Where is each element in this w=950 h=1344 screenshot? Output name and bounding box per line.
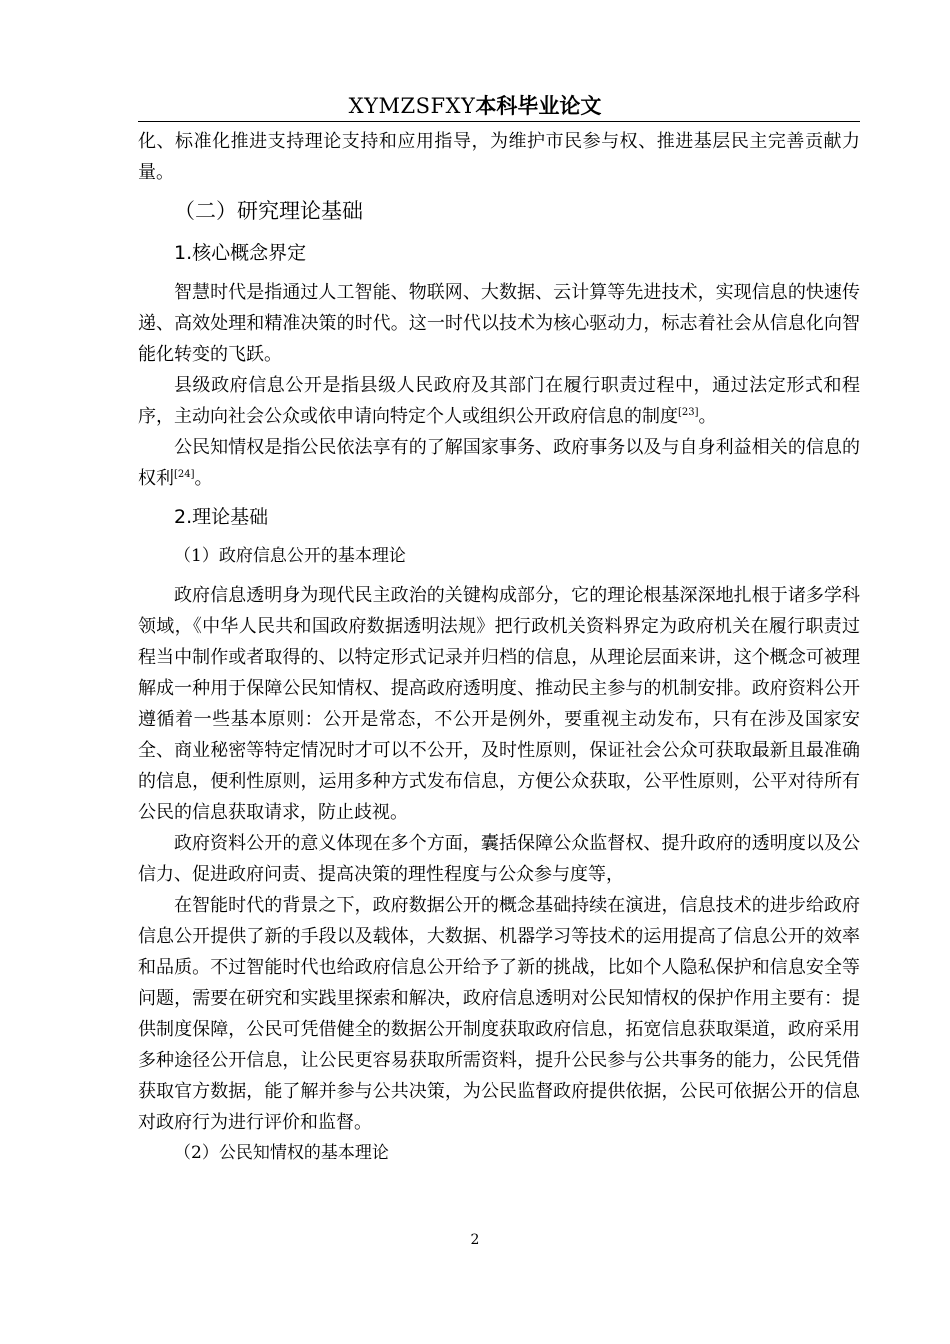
definition-smart-era: 智慧时代是指通过人工智能、物联网、大数据、云计算等先进技术，实现信息的快速传递、高效处理和精准决策的时代。这一时代以技术为核心驱动力，标志着社会从信息化向智能化转变的飞跃。 bbox=[138, 282, 860, 365]
subsection-heading-theory: 2.理论基础 bbox=[174, 506, 269, 528]
page-number: 2 bbox=[470, 1232, 480, 1248]
paragraph-smart-era-disclosure: 在智能时代的背景之下，政府数据公开的概念基础持续在演进，信息技术的进步给政府信息公开提供了新的手段以及载体，大数据、机器学习等技术的运用提高了信息公开的效率和品质。不过智能时代也给政府信息公开给予了新的挑战，比如个人隐私保护和信息安全等问题，需要在研究和实践里探索和解决，政府信息透明对公民知情权的保护作用主要有：提供制度保障，公民可凭借健全的数据公开制度获取政府信息，拓宽信息获取渠道，政府采用多种途径公开信息，让公民更容易获取所需资料，提升公民参与公共事务的能力，公民凭借获取官方数据，能了解并参与公共决策，为公民监督政府提供依据，公民可依据公开的信息对政府行为进行评价和监督。 bbox=[138, 895, 860, 1133]
document-body bbox=[138, 126, 860, 1169]
theory-heading-right-to-know: （2）公民知情权的基本理论 bbox=[174, 1143, 389, 1163]
paragraph-disclosure-theory: 政府信息透明身为现代民主政治的关键构成部分，它的理论根基深深地扎根于诸多学科领域，《中华人民共和国政府数据透明法规》把行政机关资料界定为政府机关在履行职责过程当中制作或者取得的、以特定形式记录并归档的信息，从理论层面来讲，这个概念可被理解成一种用于保障公民知情权、提高政府透明度、推动民主参与的机制安排。政府资料公开遵循着一些基本原则：公开是常态，不公开是例外，要重视主动发布，只有在涉及国家安全、商业秘密等特定情况时才可以不公开，及时性原则，保证社会公众可获取最新且最准确的信息，便利性原则，运用多种方式发布信息，方便公众获取，公平性原则，公平对待所有公民的信息获取请求，防止歧视。 bbox=[138, 585, 860, 823]
section-heading: （二）研究理论基础 bbox=[174, 199, 363, 223]
theory-heading-disclosure: （1）政府信息公开的基本理论 bbox=[174, 546, 406, 566]
citation-23: [23] bbox=[678, 407, 699, 418]
definition-county-disclosure-text: 县级政府信息公开是指县级人民政府及其部门在履行职责过程中，通过法定形式和程序，主动向社会公众或依申请向特定个人或组织公开政府信息的制度 bbox=[138, 375, 860, 427]
definition-right-to-know bbox=[138, 432, 860, 494]
page-header bbox=[0, 92, 950, 120]
subsection-heading-core-concepts: 1.核心概念界定 bbox=[174, 242, 307, 264]
definition-right-to-know-text: 公民知情权是指公民依法享有的了解国家事务、政府事务以及与自身利益相关的信息的权利 bbox=[138, 437, 860, 489]
paragraph-disclosure-significance: 政府资料公开的意义体现在多个方面，囊括保障公众监督权、提升政府的透明度以及公信力、促进政府问责、提高决策的理性程度与公众参与度等， bbox=[138, 833, 860, 885]
definition-county-disclosure bbox=[138, 370, 860, 432]
citation-24: [24] bbox=[174, 469, 195, 480]
intro-continuation: 化、标准化推进支持理论支持和应用指导，为维护市民参与权、推进基层民主完善贡献力量。 bbox=[138, 131, 860, 183]
definition-county-disclosure-end: 。 bbox=[698, 406, 717, 427]
header-code: XYMZSFXY bbox=[348, 94, 476, 118]
header-title: 本科毕业论文 bbox=[475, 94, 602, 118]
header-rule bbox=[138, 121, 860, 122]
definition-right-to-know-end: 。 bbox=[194, 468, 213, 489]
